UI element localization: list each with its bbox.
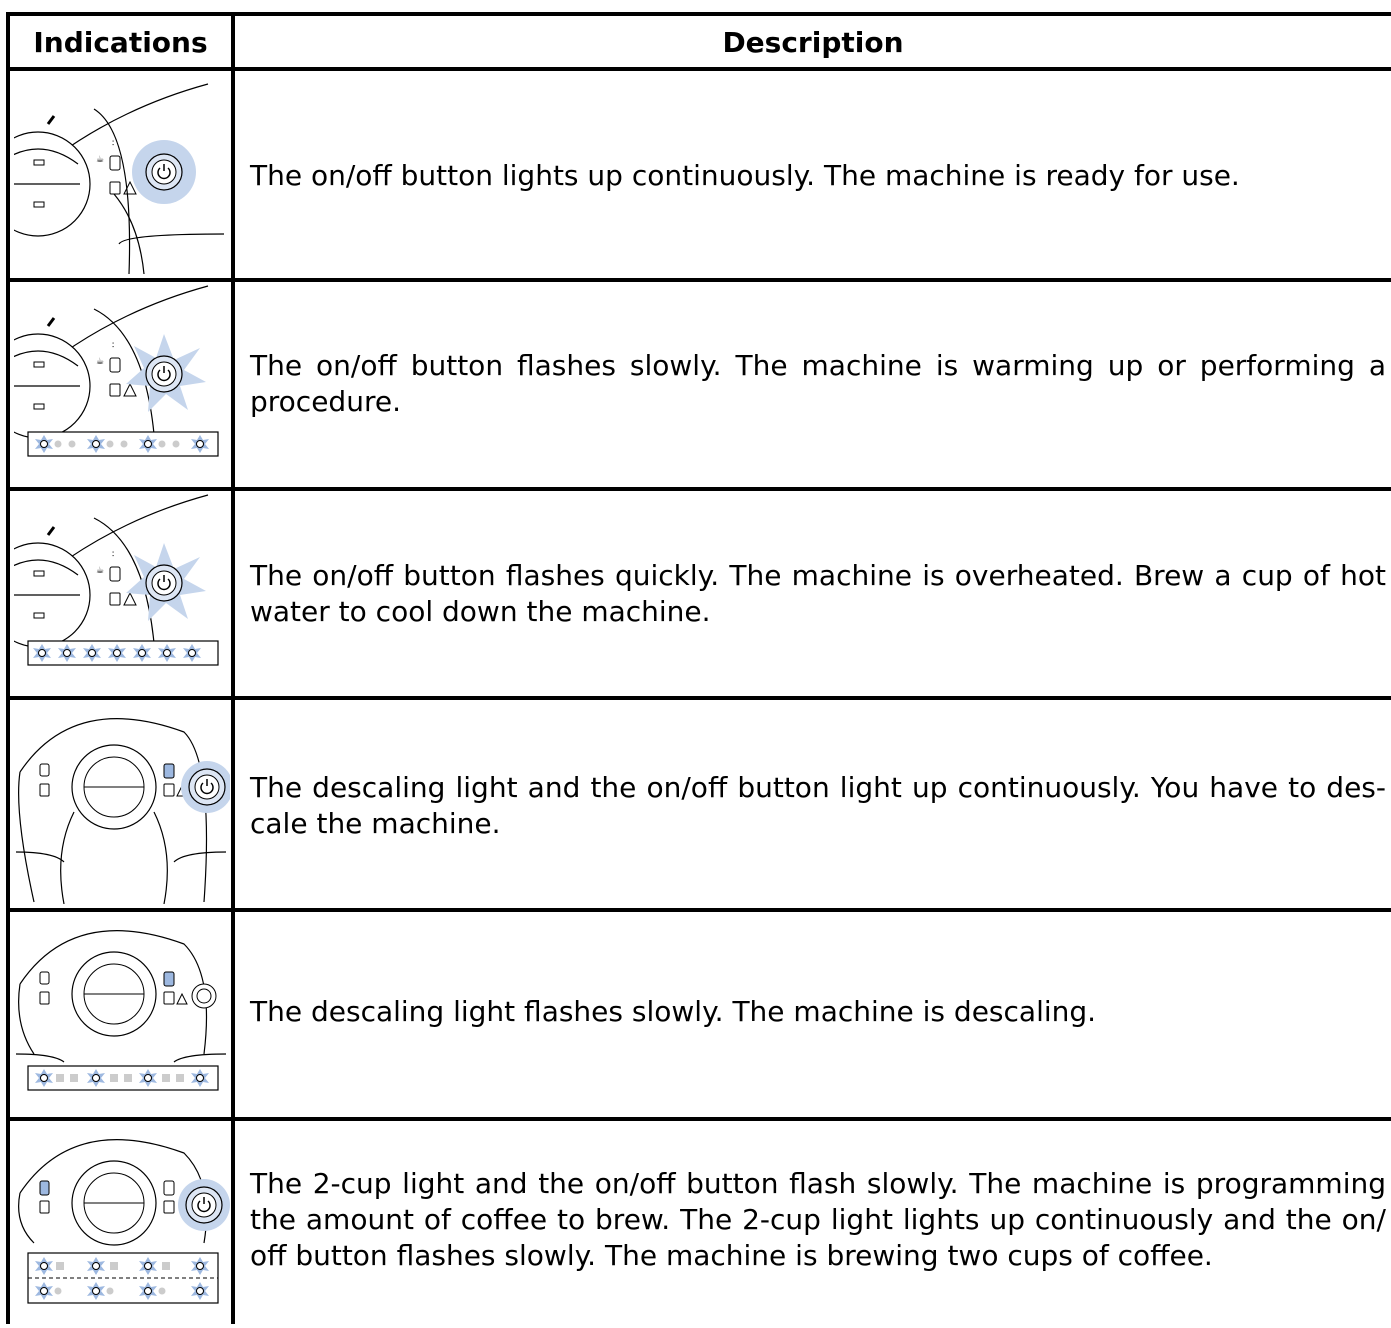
row-divider [6, 908, 1391, 912]
row-divider [6, 696, 1391, 700]
header-indications: Indications [33, 25, 208, 59]
row5-description: The descaling light flashes slowly. The machine is descaling. [250, 995, 1097, 1028]
row6-description: The 2-cup light and the on/off button flash slowly. The machine is programming the amount of coffee to brew. The 2-cup light lights up continuously and the on/ off button flashes slowly. The machine is brewing two cups of coffee. [250, 1167, 1386, 1272]
row-divider [6, 278, 1391, 282]
row3-description: The on/off button flashes quickly. The machine is overheated. Brew a cup of hot water to cool down the machine. [250, 559, 1386, 628]
row1-description: The on/off button lights up continuously. The machine is ready for use. [250, 159, 1240, 192]
indicator-illustration-row1 [14, 74, 230, 274]
row-divider [6, 487, 1391, 491]
indicator-illustration-row6 [14, 1123, 230, 1324]
indicator-illustration-row3 [14, 493, 230, 691]
row2-description: The on/off button flashes slowly. The machine is warming up or performing a procedure. [250, 349, 1386, 418]
indicator-illustration-row4 [14, 702, 230, 904]
row-divider [6, 1117, 1391, 1121]
column-divider [231, 12, 235, 1324]
indicator-illustration-row5 [14, 914, 230, 1112]
header-description: Description [722, 25, 904, 59]
indicator-illustration-row2 [14, 284, 230, 482]
row4-description: The descaling light and the on/off button light up continuously. You have to des-cale the machine. [250, 771, 1386, 840]
table-border-left [6, 12, 10, 1324]
